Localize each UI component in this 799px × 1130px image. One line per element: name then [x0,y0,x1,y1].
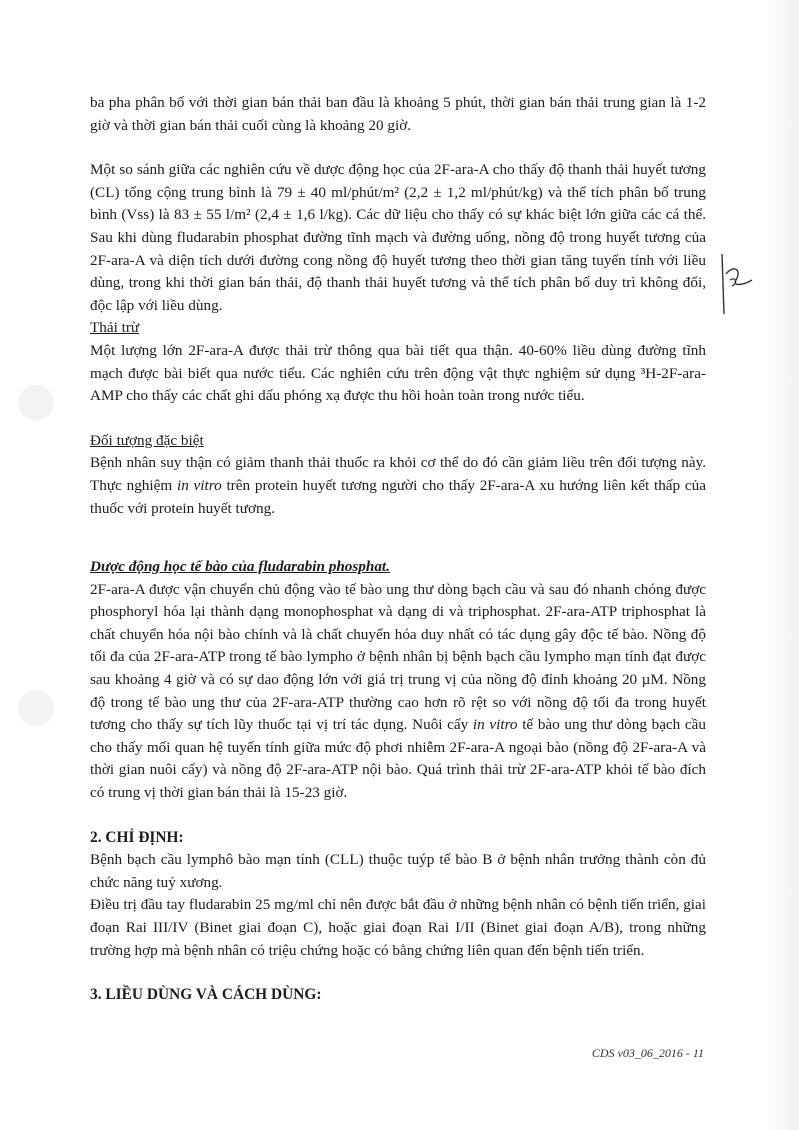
comparison-paragraph: Một so sánh giữa các nghiên cứu về dược động học của 2F-ara-A cho thấy độ thanh thải huyết tương (CL) tổng cộng trung bình là 79 ± 40 ml/phút/m² (2,2 ± 1,2 ml/phút/kg) và thể tích phân bố trung bình (Vss) là 83 ± 55 l/m² (2,4 ± 1,6 l/kg). Các dữ liệu cho thấy có sự khác biệt lớn giữa các cá thể. Sau khi dùng fludarabin phosphat đường tĩnh mạch và đường uống, nồng độ trong huyết tương của 2F-ara-A và diện tích dưới đường cong nồng độ huyết tương theo thời gian tăng tuyến tính với liều dùng, trong khi thời gian bán thải, độ thanh thải huyết tương và thể tích phân bố duy trì không đổi, độc lập với liều dùng. [90,161,706,314]
scan-punch-hole [18,385,54,421]
special-population-heading: Đối tượng đặc biệt [90,431,204,449]
document-page [90,92,706,1007]
special-population-paragraph: Bệnh nhân suy thận có giảm thanh thải thuốc ra khỏi cơ thể do đó cần giảm liều trên đối tượng này. Thực nghiệm in vitro trên protein huyết tương người cho thấy 2F-ara-A xu hướng liên kết thấp của thuốc với protein huyết tương. [90,454,706,517]
in-vitro-italic: in vitro [472,716,518,734]
indications-paragraph-2: Điều trị đầu tay fludarabin 25 mg/ml chỉ nên được bắt đầu ở những bệnh nhân có bệnh tiến triển, giai đoạn Rai III/IV (Binet giai đoạn C), hoặc giai đoạn Rai I/II (Binet giai đoạn A/B), trong những trường hợp mà bệnh nhân có triệu chứng hoặc có bằng chứng liên quan đến bệnh tiến triển. [90,896,706,959]
indications-paragraph-1: Bệnh bạch cầu lymphô bào mạn tính (CLL) thuộc tuýp tế bào B ở bệnh nhân trưởng thành còn đủ chức năng tuỷ xương. [90,851,706,891]
elimination-heading: Thải trừ [90,319,140,337]
handwritten-initial-mark [712,250,760,320]
cellular-pk-paragraph: 2F-ara-A được vận chuyển chủ động vào tế bào ung thư dòng bạch cầu và sau đó nhanh chóng được phosphoryl hóa lại thành dạng monophosphat và dạng di và triphosphat. 2F-ara-ATP triphosphat là chất chuyển hóa nội bào chính và là chất chuyển hóa duy nhất có tác dụng gây độc tế bào. Nồng độ tối đa của 2F-ara-ATP trong tế bào lympho ở bệnh nhân bị bệnh bạch cầu lympho mạn tính đạt được sau khoảng 4 giờ và có sự dao động lớn với giá trị trung vị của nồng độ đỉnh khoảng 20 µM. Nồng độ trong tế bào ung thư của 2F-ara-ATP thường cao hơn rõ rệt so với nồng độ tối đa trong huyết tương cho thấy sự tích lũy thuốc tại vị trí tác dụng. Nuôi cấy in vitro tế bào ung thư dòng bạch cầu cho thấy mối quan hệ tuyến tính giữa mức độ phơi nhiễm 2F-ara-A ngoại bào (nồng độ 2F-ara-A và thời gian nuôi cấy) và nồng độ 2F-ara-ATP nội bào. Quá trình thải trừ 2F-ara-ATP khỏi tế bào đích có trung vị thời gian bán thải là 15-23 giờ. [90,580,707,802]
intro-paragraph: ba pha phân bố với thời gian bán thải ban đầu là khoảng 5 phút, thời gian bán thải trung gian là 1-2 giờ và thời gian bán thải cuối cùng là khoảng 20 giờ. [90,94,706,134]
in-vitro-italic: in vitro [176,476,222,494]
cellular-pk-heading: Dược động học tế bào của fludarabin phosphat. [90,558,390,576]
dosage-heading: 3. LIỀU DÙNG VÀ CÁCH DÙNG: [90,986,322,1004]
scan-punch-hole [18,690,54,726]
elimination-paragraph: Một lượng lớn 2F-ara-A được thải trừ thông qua bài tiết qua thận. 40-60% liều dùng đường tĩnh mạch được bài biết qua nước tiểu. Các nghiên cứu trên động vật thực nghiệm sử dụng ³H-2F-ara-AMP cho thấy các chất ghi dấu phóng xạ được thu hồi hoàn toàn trong nước tiểu. [90,341,706,405]
page-edge-shadow [765,0,799,1130]
document-footer: CDS v03_06_2016 - 11 [591,1046,704,1060]
indications-heading: 2. CHỈ ĐỊNH: [90,828,184,846]
